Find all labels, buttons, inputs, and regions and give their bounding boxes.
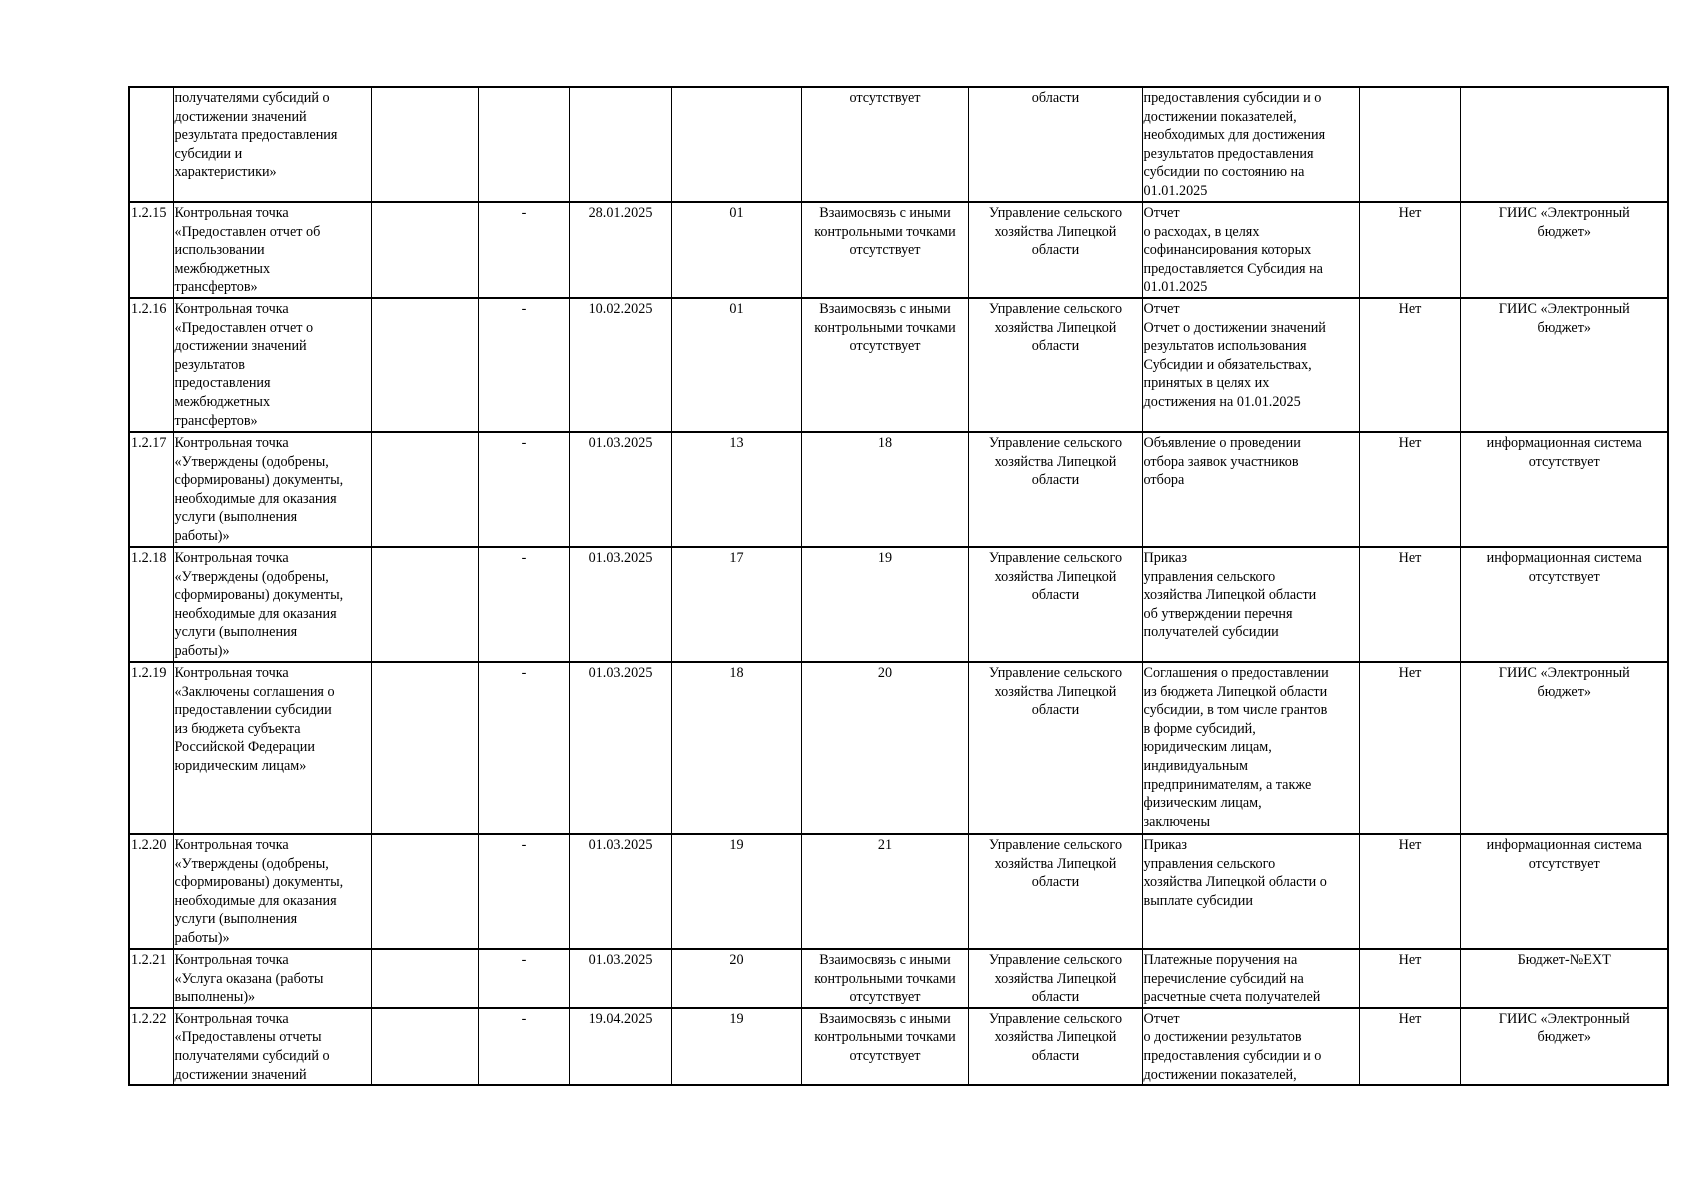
system-cell: ГИИС «Электронный бюджет» <box>1460 202 1668 298</box>
link-cell: 18 <box>801 432 968 547</box>
responsible-cell: Управление сельского хозяйства Липецкой области <box>968 202 1142 298</box>
date-cell: 19.04.2025 <box>569 1008 671 1085</box>
control-point-name: Контрольная точка «Услуга оказана (работы выполнены)» <box>173 949 371 1008</box>
flag-cell: Нет <box>1359 1008 1460 1085</box>
predecessor-cell: 19 <box>671 1008 801 1085</box>
control-point-name: Контрольная точка «Предоставлены отчеты получателями субсидий о достижении значений <box>173 1008 371 1085</box>
date-cell <box>569 87 671 202</box>
date-cell: 10.02.2025 <box>569 298 671 432</box>
date-cell: 01.03.2025 <box>569 834 671 949</box>
cell-dash: - <box>478 547 569 662</box>
document-cell: Отчет о достижении результатов предоставления субсидии и о достижении показателей, <box>1142 1008 1359 1085</box>
system-cell <box>1460 87 1668 202</box>
cell-empty <box>371 87 478 202</box>
cell-empty <box>371 547 478 662</box>
control-points-table <box>128 86 1669 1086</box>
cell-dash: - <box>478 202 569 298</box>
row-number <box>129 87 173 202</box>
predecessor-cell: 13 <box>671 432 801 547</box>
cell-dash <box>478 87 569 202</box>
table-row <box>129 834 1668 949</box>
row-number: 1.2.21 <box>129 949 173 1008</box>
cell-empty <box>371 662 478 834</box>
cell-dash: - <box>478 1008 569 1085</box>
responsible-cell: Управление сельского хозяйства Липецкой области <box>968 834 1142 949</box>
row-number: 1.2.22 <box>129 1008 173 1085</box>
responsible-cell: области <box>968 87 1142 202</box>
control-point-name: Контрольная точка «Утверждены (одобрены, сформированы) документы, необходимые для оказания услуги (выполнения работы)» <box>173 547 371 662</box>
link-cell: 20 <box>801 662 968 834</box>
link-cell: отсутствует <box>801 87 968 202</box>
system-cell: информационная система отсутствует <box>1460 834 1668 949</box>
flag-cell <box>1359 87 1460 202</box>
date-cell: 01.03.2025 <box>569 432 671 547</box>
system-cell: ГИИС «Электронный бюджет» <box>1460 298 1668 432</box>
table-row <box>129 662 1668 834</box>
flag-cell: Нет <box>1359 202 1460 298</box>
system-cell: информационная система отсутствует <box>1460 432 1668 547</box>
table-body <box>129 87 1668 1085</box>
predecessor-cell: 20 <box>671 949 801 1008</box>
document-cell: Объявление о проведении отбора заявок участников отбора <box>1142 432 1359 547</box>
control-point-name: Контрольная точка «Заключены соглашения о предоставлении субсидии из бюджета субъекта Российской Федерации юридическим лицам» <box>173 662 371 834</box>
cell-dash: - <box>478 949 569 1008</box>
responsible-cell: Управление сельского хозяйства Липецкой области <box>968 662 1142 834</box>
document-cell: Отчет о расходах, в целях софинансирования которых предоставляется Субсидия на 01.01.2025 <box>1142 202 1359 298</box>
table-row <box>129 298 1668 432</box>
link-cell: Взаимосвязь с иными контрольными точками отсутствует <box>801 949 968 1008</box>
table-row <box>129 949 1668 1008</box>
link-cell: Взаимосвязь с иными контрольными точками отсутствует <box>801 202 968 298</box>
row-number: 1.2.20 <box>129 834 173 949</box>
flag-cell: Нет <box>1359 662 1460 834</box>
row-number: 1.2.15 <box>129 202 173 298</box>
flag-cell: Нет <box>1359 547 1460 662</box>
cell-empty <box>371 949 478 1008</box>
date-cell: 01.03.2025 <box>569 949 671 1008</box>
row-number: 1.2.19 <box>129 662 173 834</box>
table-row <box>129 202 1668 298</box>
system-cell: Бюджет-№EXT <box>1460 949 1668 1008</box>
cell-dash: - <box>478 432 569 547</box>
flag-cell: Нет <box>1359 949 1460 1008</box>
table-row <box>129 87 1668 202</box>
responsible-cell: Управление сельского хозяйства Липецкой области <box>968 298 1142 432</box>
document-cell: Платежные поручения на перечисление субсидий на расчетные счета получателей <box>1142 949 1359 1008</box>
link-cell: Взаимосвязь с иными контрольными точками отсутствует <box>801 298 968 432</box>
responsible-cell: Управление сельского хозяйства Липецкой области <box>968 547 1142 662</box>
date-cell: 28.01.2025 <box>569 202 671 298</box>
responsible-cell: Управление сельского хозяйства Липецкой области <box>968 1008 1142 1085</box>
system-cell: информационная система отсутствует <box>1460 547 1668 662</box>
link-cell: 21 <box>801 834 968 949</box>
flag-cell: Нет <box>1359 298 1460 432</box>
cell-empty <box>371 1008 478 1085</box>
document-cell: Отчет Отчет о достижении значений результатов использования Субсидии и обязательствах, принятых в целях их достижения на 01.01.2025 <box>1142 298 1359 432</box>
table-row <box>129 1008 1668 1085</box>
row-number: 1.2.16 <box>129 298 173 432</box>
document-cell: Соглашения о предоставлении из бюджета Липецкой области субсидии, в том числе грантов в форме субсидий, юридическим лицам, индивидуальным предпринимателям, а также физическим лицам, заключены <box>1142 662 1359 834</box>
control-point-name: получателями субсидий о достижении значений результата предоставления субсидии и характеристики» <box>173 87 371 202</box>
control-point-name: Контрольная точка «Предоставлен отчет о достижении значений результатов предоставления межбюджетных трансфертов» <box>173 298 371 432</box>
predecessor-cell <box>671 87 801 202</box>
document-cell: Приказ управления сельского хозяйства Липецкой области о выплате субсидии <box>1142 834 1359 949</box>
predecessor-cell: 19 <box>671 834 801 949</box>
control-point-name: Контрольная точка «Предоставлен отчет об использовании межбюджетных трансфертов» <box>173 202 371 298</box>
cell-empty <box>371 834 478 949</box>
control-point-name: Контрольная точка «Утверждены (одобрены, сформированы) документы, необходимые для оказания услуги (выполнения работы)» <box>173 834 371 949</box>
responsible-cell: Управление сельского хозяйства Липецкой области <box>968 432 1142 547</box>
row-number: 1.2.17 <box>129 432 173 547</box>
cell-dash: - <box>478 662 569 834</box>
table-row <box>129 432 1668 547</box>
predecessor-cell: 01 <box>671 202 801 298</box>
document-cell: предоставления субсидии и о достижении показателей, необходимых для достижения результатов предоставления субсидии по состоянию на 01.01.2025 <box>1142 87 1359 202</box>
predecessor-cell: 01 <box>671 298 801 432</box>
system-cell: ГИИС «Электронный бюджет» <box>1460 662 1668 834</box>
date-cell: 01.03.2025 <box>569 662 671 834</box>
table-row <box>129 547 1668 662</box>
cell-dash: - <box>478 298 569 432</box>
flag-cell: Нет <box>1359 432 1460 547</box>
predecessor-cell: 17 <box>671 547 801 662</box>
document-cell: Приказ управления сельского хозяйства Липецкой области об утверждении перечня получателей субсидии <box>1142 547 1359 662</box>
row-number: 1.2.18 <box>129 547 173 662</box>
flag-cell: Нет <box>1359 834 1460 949</box>
cell-dash: - <box>478 834 569 949</box>
cell-empty <box>371 432 478 547</box>
system-cell: ГИИС «Электронный бюджет» <box>1460 1008 1668 1085</box>
link-cell: Взаимосвязь с иными контрольными точками отсутствует <box>801 1008 968 1085</box>
date-cell: 01.03.2025 <box>569 547 671 662</box>
cell-empty <box>371 298 478 432</box>
control-point-name: Контрольная точка «Утверждены (одобрены, сформированы) документы, необходимые для оказания услуги (выполнения работы)» <box>173 432 371 547</box>
predecessor-cell: 18 <box>671 662 801 834</box>
responsible-cell: Управление сельского хозяйства Липецкой области <box>968 949 1142 1008</box>
cell-empty <box>371 202 478 298</box>
link-cell: 19 <box>801 547 968 662</box>
